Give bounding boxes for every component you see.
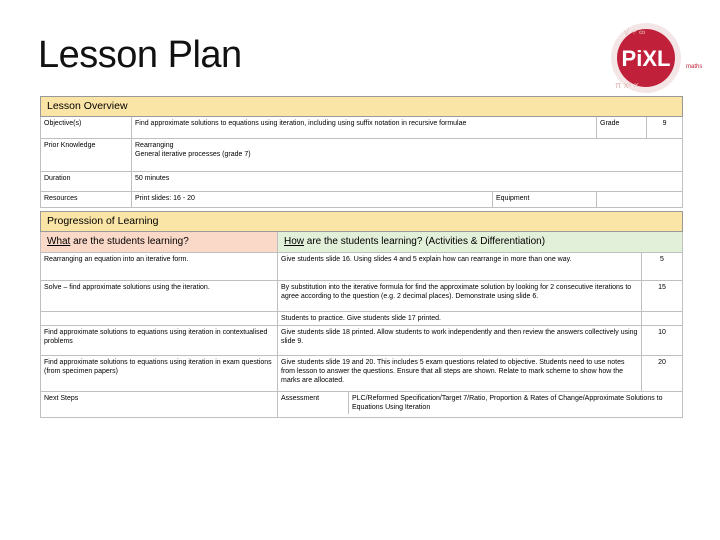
logo-subtext: maths [686, 64, 703, 70]
prior-knowledge-line: Rearranging [135, 142, 174, 149]
progression-table [40, 211, 683, 418]
assessment-value: PLC/Reformed Specification/Target 7/Ratio, Proportion & Rates of Change/Approximate Solutions to Equations Using Iteration [352, 395, 663, 411]
activity-what: Find approximate solutions to equations using iteration in exam questions (from specimen papers) [41, 356, 278, 392]
assessment-label: Assessment [278, 392, 349, 414]
grade-value: 9 [647, 117, 683, 139]
activity-minutes [642, 312, 683, 326]
what-underlined: What [47, 236, 71, 247]
what-header-text: are the students learning? [70, 236, 189, 247]
what-column-header [41, 232, 278, 253]
prior-knowledge-value [132, 139, 683, 172]
equipment-label: Equipment [493, 192, 597, 208]
equipment-value [597, 192, 683, 208]
activity-what [41, 312, 278, 326]
objectives-value: Find approximate solutions to equations using iteration, including using suffix notation in recursive formulae [132, 117, 597, 139]
prior-knowledge-line: General iterative processes (grade 7) [135, 151, 251, 158]
duration-label: Duration [41, 172, 132, 192]
progression-heading: Progression of Learning [41, 212, 683, 232]
grade-label: Grade [597, 117, 647, 139]
pixl-maths-logo [606, 22, 710, 96]
how-column-header [278, 232, 683, 253]
lesson-plan-sheet [40, 96, 682, 418]
resources-label: Resources [41, 192, 132, 208]
activity-minutes: 10 [642, 326, 683, 356]
prior-knowledge-label: Prior Knowledge [41, 139, 132, 172]
activity-minutes: 5 [642, 253, 683, 281]
next-steps-label: Next Steps [41, 392, 278, 418]
logo-text: PiXL [621, 46, 671, 71]
activity-how: By substitution into the iterative formula for find the approximate solution by looking for 2 consecutive iterations to agree according to the question (e.g. 2 decimal places). Demonstrate using slide 6. [278, 281, 642, 312]
page-title: Lesson Plan [38, 34, 242, 76]
how-header-text: are the students learning? (Activities & Differentiation) [304, 236, 546, 247]
activity-how: Students to practice. Give students slide 17 printed. [278, 312, 642, 326]
lesson-overview-heading: Lesson Overview [41, 97, 683, 117]
activity-how: Give students slide 18 printed. Allow students to work independently and then review the answers collectively using slide 9. [278, 326, 642, 356]
activity-what: Solve – find approximate solutions using the iteration. [41, 281, 278, 312]
svg-text:√ ÷ ∞: √ ÷ ∞ [624, 27, 646, 37]
svg-text:π x² ×: π x² × [615, 80, 639, 90]
duration-value: 50 minutes [132, 172, 683, 192]
activity-how: Give students slide 16. Using slides 4 and 5 explain how can rearrange in more than one way. [278, 253, 642, 281]
assessment-cell [278, 392, 683, 418]
resources-value: Print slides: 16 - 20 [132, 192, 493, 208]
objectives-label: Objective(s) [41, 117, 132, 139]
activity-how: Give students slide 19 and 20. This includes 5 exam questions related to objective. Students need to use notes from lesson to answer the questions. Ensure that all steps are shown. Relate to mark scheme to show how the marks are allocated. [278, 356, 642, 392]
lesson-overview-table [40, 96, 683, 208]
activity-minutes: 15 [642, 281, 683, 312]
activity-minutes: 20 [642, 356, 683, 392]
how-underlined: How [284, 236, 305, 247]
activity-what: Find approximate solutions to equations using iteration in contextualised problems [41, 326, 278, 356]
activity-what: Rearranging an equation into an iterative form. [41, 253, 278, 281]
